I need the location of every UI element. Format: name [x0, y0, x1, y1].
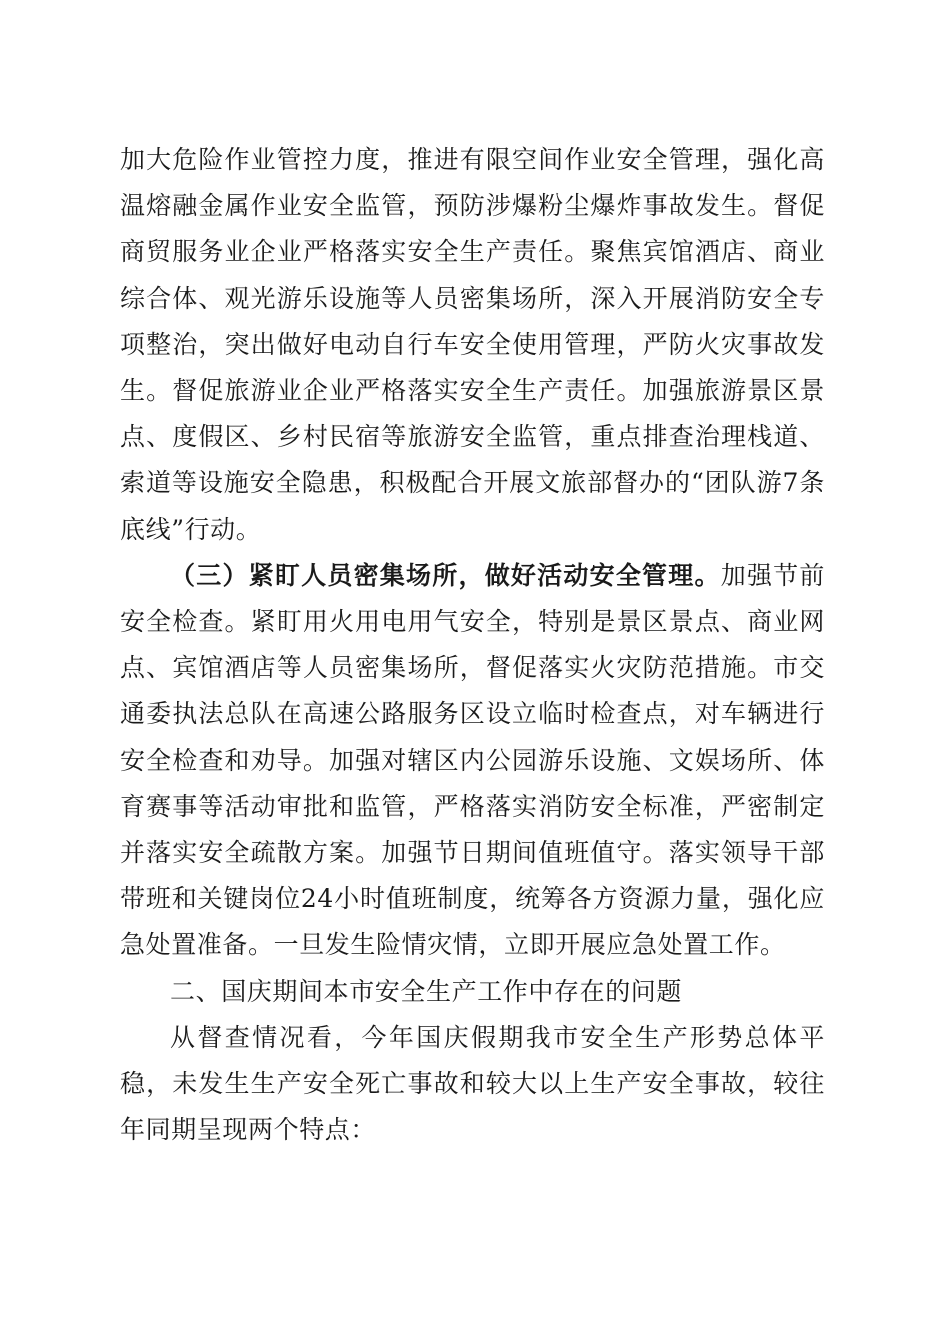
subsection-heading: （三）紧盯人员密集场所，做好活动安全管理。: [170, 560, 721, 590]
document-page: [120, 137, 825, 1153]
paragraph-section-three: [120, 553, 825, 969]
paragraph-findings: 从督查情况看，今年国庆假期我市安全生产形势总体平稳，未发生生产安全死亡事故和较大以上生产安全事故，较往年同期呈现两个特点：: [120, 1022, 825, 1145]
subsection-body: 加强节前安全检查。紧盯用火用电用气安全，特别是景区景点、商业网点、宾馆酒店等人员密集场所，督促落实火灾防范措施。市交通委执法总队在高速公路服务区设立临时检查点，对车辆进行安全检查和劝导。加强对辖区内公园游乐设施、文娱场所、体育赛事等活动审批和监管，严格落实消防安全标准，严密制定并落实安全疏散方案。加强节日期间值班值守。落实领导干部带班和关键岗位24小时值班制度，统筹各方资源力量，强化应急处置准备。一旦发生险情灾情，立即开展应急处置工作。: [120, 560, 825, 960]
paragraph-continuation: 加大危险作业管控力度，推进有限空间作业安全管理，强化高温熔融金属作业安全监管，预防涉爆粉尘爆炸事故发生。督促商贸服务业企业严格落实安全生产责任。聚焦宾馆酒店、商业综合体、观光游乐设施等人员密集场所，深入开展消防安全专项整治，突出做好电动自行车安全使用管理，严防火灾事故发生。督促旅游业企业严格落实安全生产责任。加强旅游景区景点、度假区、乡村民宿等旅游安全监管，重点排查治理栈道、索道等设施安全隐患，积极配合开展文旅部督办的“团队游7条底线”行动。: [120, 145, 825, 544]
section-heading: 二、国庆期间本市安全生产工作中存在的问题: [170, 976, 683, 1006]
